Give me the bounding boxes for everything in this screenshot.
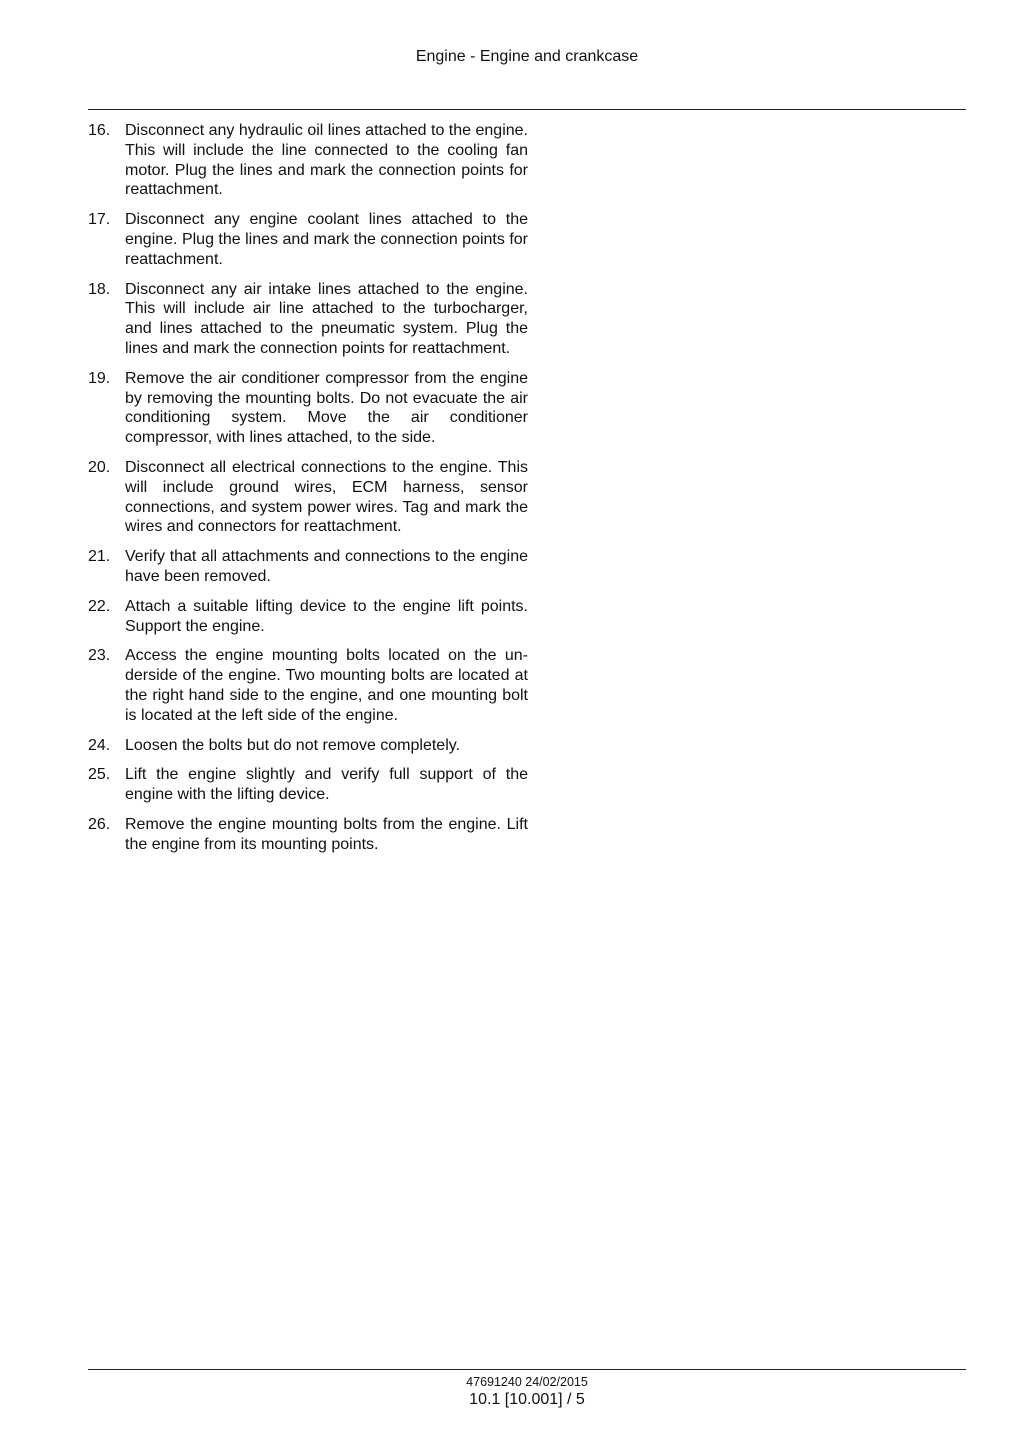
procedure-step	[88, 736, 528, 756]
procedure-step	[88, 280, 528, 359]
document-reference: 47691240 24/02/2015	[466, 1375, 588, 1389]
procedure-step	[88, 458, 528, 537]
header-divider	[88, 109, 966, 110]
step-number: 21.	[88, 548, 111, 566]
step-number: 17.	[88, 211, 111, 229]
procedure-step	[88, 646, 528, 725]
step-number: 19.	[88, 369, 111, 387]
procedure-step	[88, 597, 528, 637]
procedure-step	[88, 765, 528, 805]
footer-divider	[88, 1369, 966, 1370]
step-text: Disconnect any air intake lines attached to the engine. This will include air line attached to the turbocharger, and lines attached to the pneumatic system. Plug the lines and mark the connection points for reattachment.	[125, 280, 528, 357]
step-number: 25.	[88, 766, 111, 784]
procedure-steps-list	[88, 121, 528, 865]
step-number: 23.	[88, 647, 111, 665]
step-number: 26.	[88, 815, 111, 833]
procedure-step	[88, 547, 528, 587]
step-number: 18.	[88, 280, 111, 298]
procedure-step	[88, 369, 528, 448]
page-footer	[88, 1374, 966, 1410]
step-text: Disconnect all electrical connections to the engine. This will include ground wires, ECM harness, sensor connections, and system power wires. Tag and mark the wires and connectors for reattachment.	[125, 458, 528, 536]
step-text: Verify that all attachments and connections to the engine have been removed.	[125, 548, 528, 585]
step-number: 16.	[88, 122, 111, 139]
step-number: 20.	[88, 458, 111, 476]
step-text: Disconnect any engine coolant lines attached to the engine. Plug the lines and mark the connection points for reattachment.	[125, 211, 528, 268]
step-text: Loosen the bolts but do not remove completely.	[125, 736, 461, 754]
step-text: Disconnect any hydraulic oil lines attached to the engine. This will include the line connected to the cooling fan motor. Plug the lines and mark the connection points for reattachment.	[125, 122, 528, 199]
step-text: Remove the engine mounting bolts from the engine. Lift the engine from its mounting points.	[125, 815, 528, 853]
step-number: 24.	[88, 736, 111, 754]
procedure-step	[88, 121, 528, 200]
step-text: Attach a suitable lifting device to the engine lift points. Support the engine.	[125, 597, 528, 635]
page-header-title: Engine - Engine and crankcase	[415, 48, 639, 65]
procedure-step	[88, 815, 528, 855]
step-text: Access the engine mounting bolts located on the underside of the engine. Two mounting bolts are located at the right hand side to the engine, and one mounting bolt is located at the left side of the engine.	[125, 647, 528, 724]
step-text: Remove the air conditioner compressor from the engine by removing the mounting bolts. Do not evacuate the air conditioning system. Move the air conditioner compressor, with lines attached, to the side.	[125, 369, 528, 447]
procedure-step	[88, 210, 528, 269]
step-number: 22.	[88, 597, 111, 615]
page-number: 10.1 [10.001] / 5	[469, 1391, 585, 1408]
step-text: Lift the engine slightly and verify full support of the engine with the lifting device.	[125, 766, 528, 804]
